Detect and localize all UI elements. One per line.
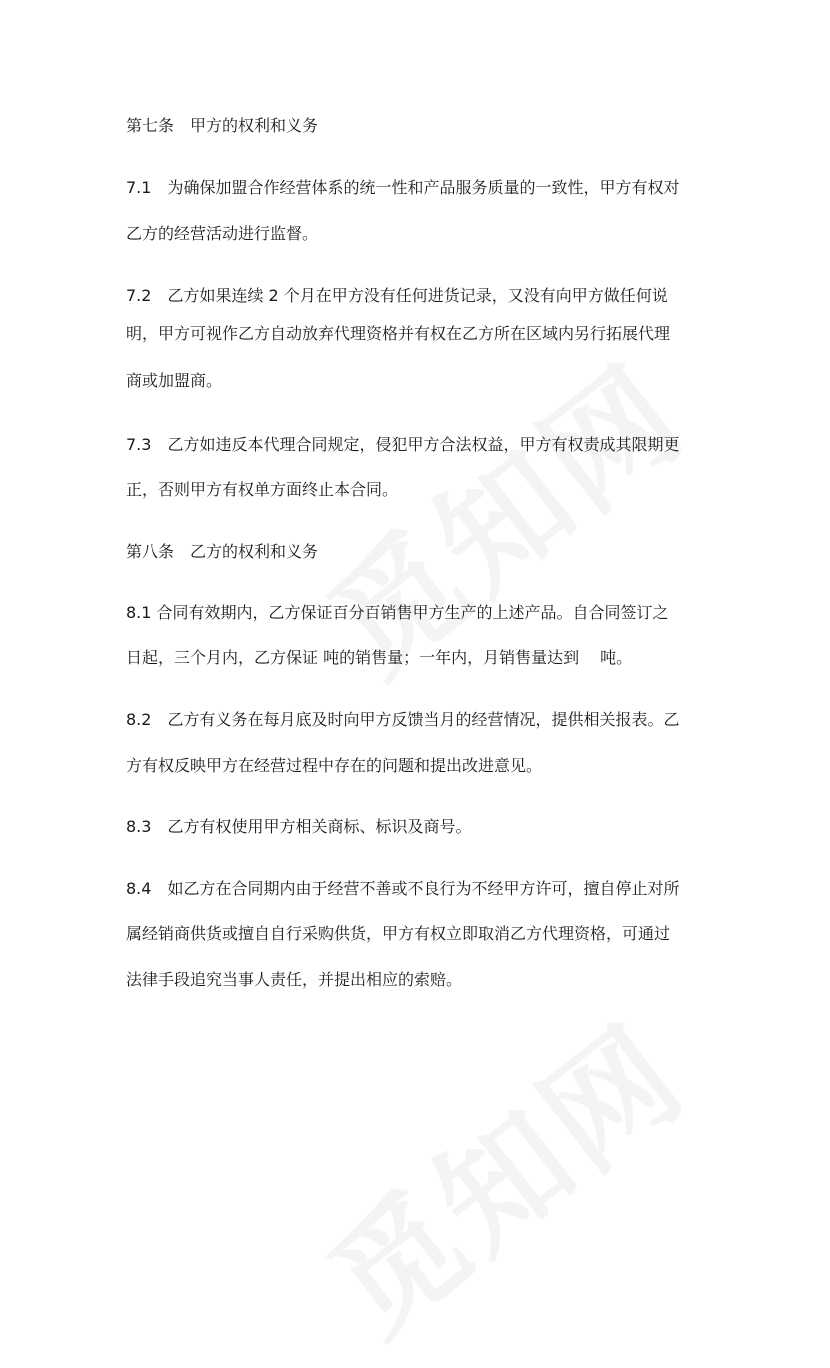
clause-8-4-line-2: 属经销商供货或擅自自行采购供货，甲方有权立即取消乙方代理资格，可通过	[126, 924, 671, 943]
article-7-heading: 第七条 甲方的权利和义务	[126, 116, 319, 135]
clause-7-3-line-1: 7.3 乙方如违反本代理合同规定，侵犯甲方合法权益，甲方有权责成其限期更	[126, 435, 680, 454]
clause-7-2-line-3: 商或加盟商。	[126, 371, 223, 390]
clause-8-4-line-3: 法律手段追究当事人责任，并提出相应的索赔。	[126, 970, 463, 989]
clause-7-1-line-1: 7.1 为确保加盟合作经营体系的统一性和产品服务质量的一致性，甲方有权对	[126, 178, 680, 197]
clause-8-1-line-2: 日起，三个月内，乙方保证 吨的销售量；一年内，月销售量达到 吨。	[126, 648, 633, 667]
clause-8-1-line-1: 8.1 合同有效期内，乙方保证百分百销售甲方生产的上述产品。自合同签订之	[126, 603, 669, 622]
clause-7-2-line-1: 7.2 乙方如果连续 2 个月在甲方没有任何进货记录，又没有向甲方做任何说	[126, 286, 668, 305]
clause-8-3-line-1: 8.3 乙方有权使用甲方相关商标、标识及商号。	[126, 817, 472, 836]
watermark	[286, 976, 716, 1368]
clause-7-1-line-2: 乙方的经营活动进行监督。	[126, 224, 319, 243]
article-8-heading: 第八条 乙方的权利和义务	[126, 542, 319, 561]
clause-8-2-line-2: 方有权反映甲方在经营过程中存在的问题和提出改进意见。	[126, 756, 543, 775]
clause-8-2-line-1: 8.2 乙方有义务在每月底及时向甲方反馈当月的经营情况，提供相关报表。乙	[126, 710, 680, 729]
clause-7-2-line-2: 明，甲方可视作乙方自动放弃代理资格并有权在乙方所在区域内另行拓展代理	[126, 324, 671, 343]
clause-8-4-line-1: 8.4 如乙方在合同期内由于经营不善或不良行为不经甲方许可，擅自停止对所	[126, 879, 680, 898]
clause-7-3-line-2: 正，否则甲方有权单方面终止本合同。	[126, 480, 399, 499]
